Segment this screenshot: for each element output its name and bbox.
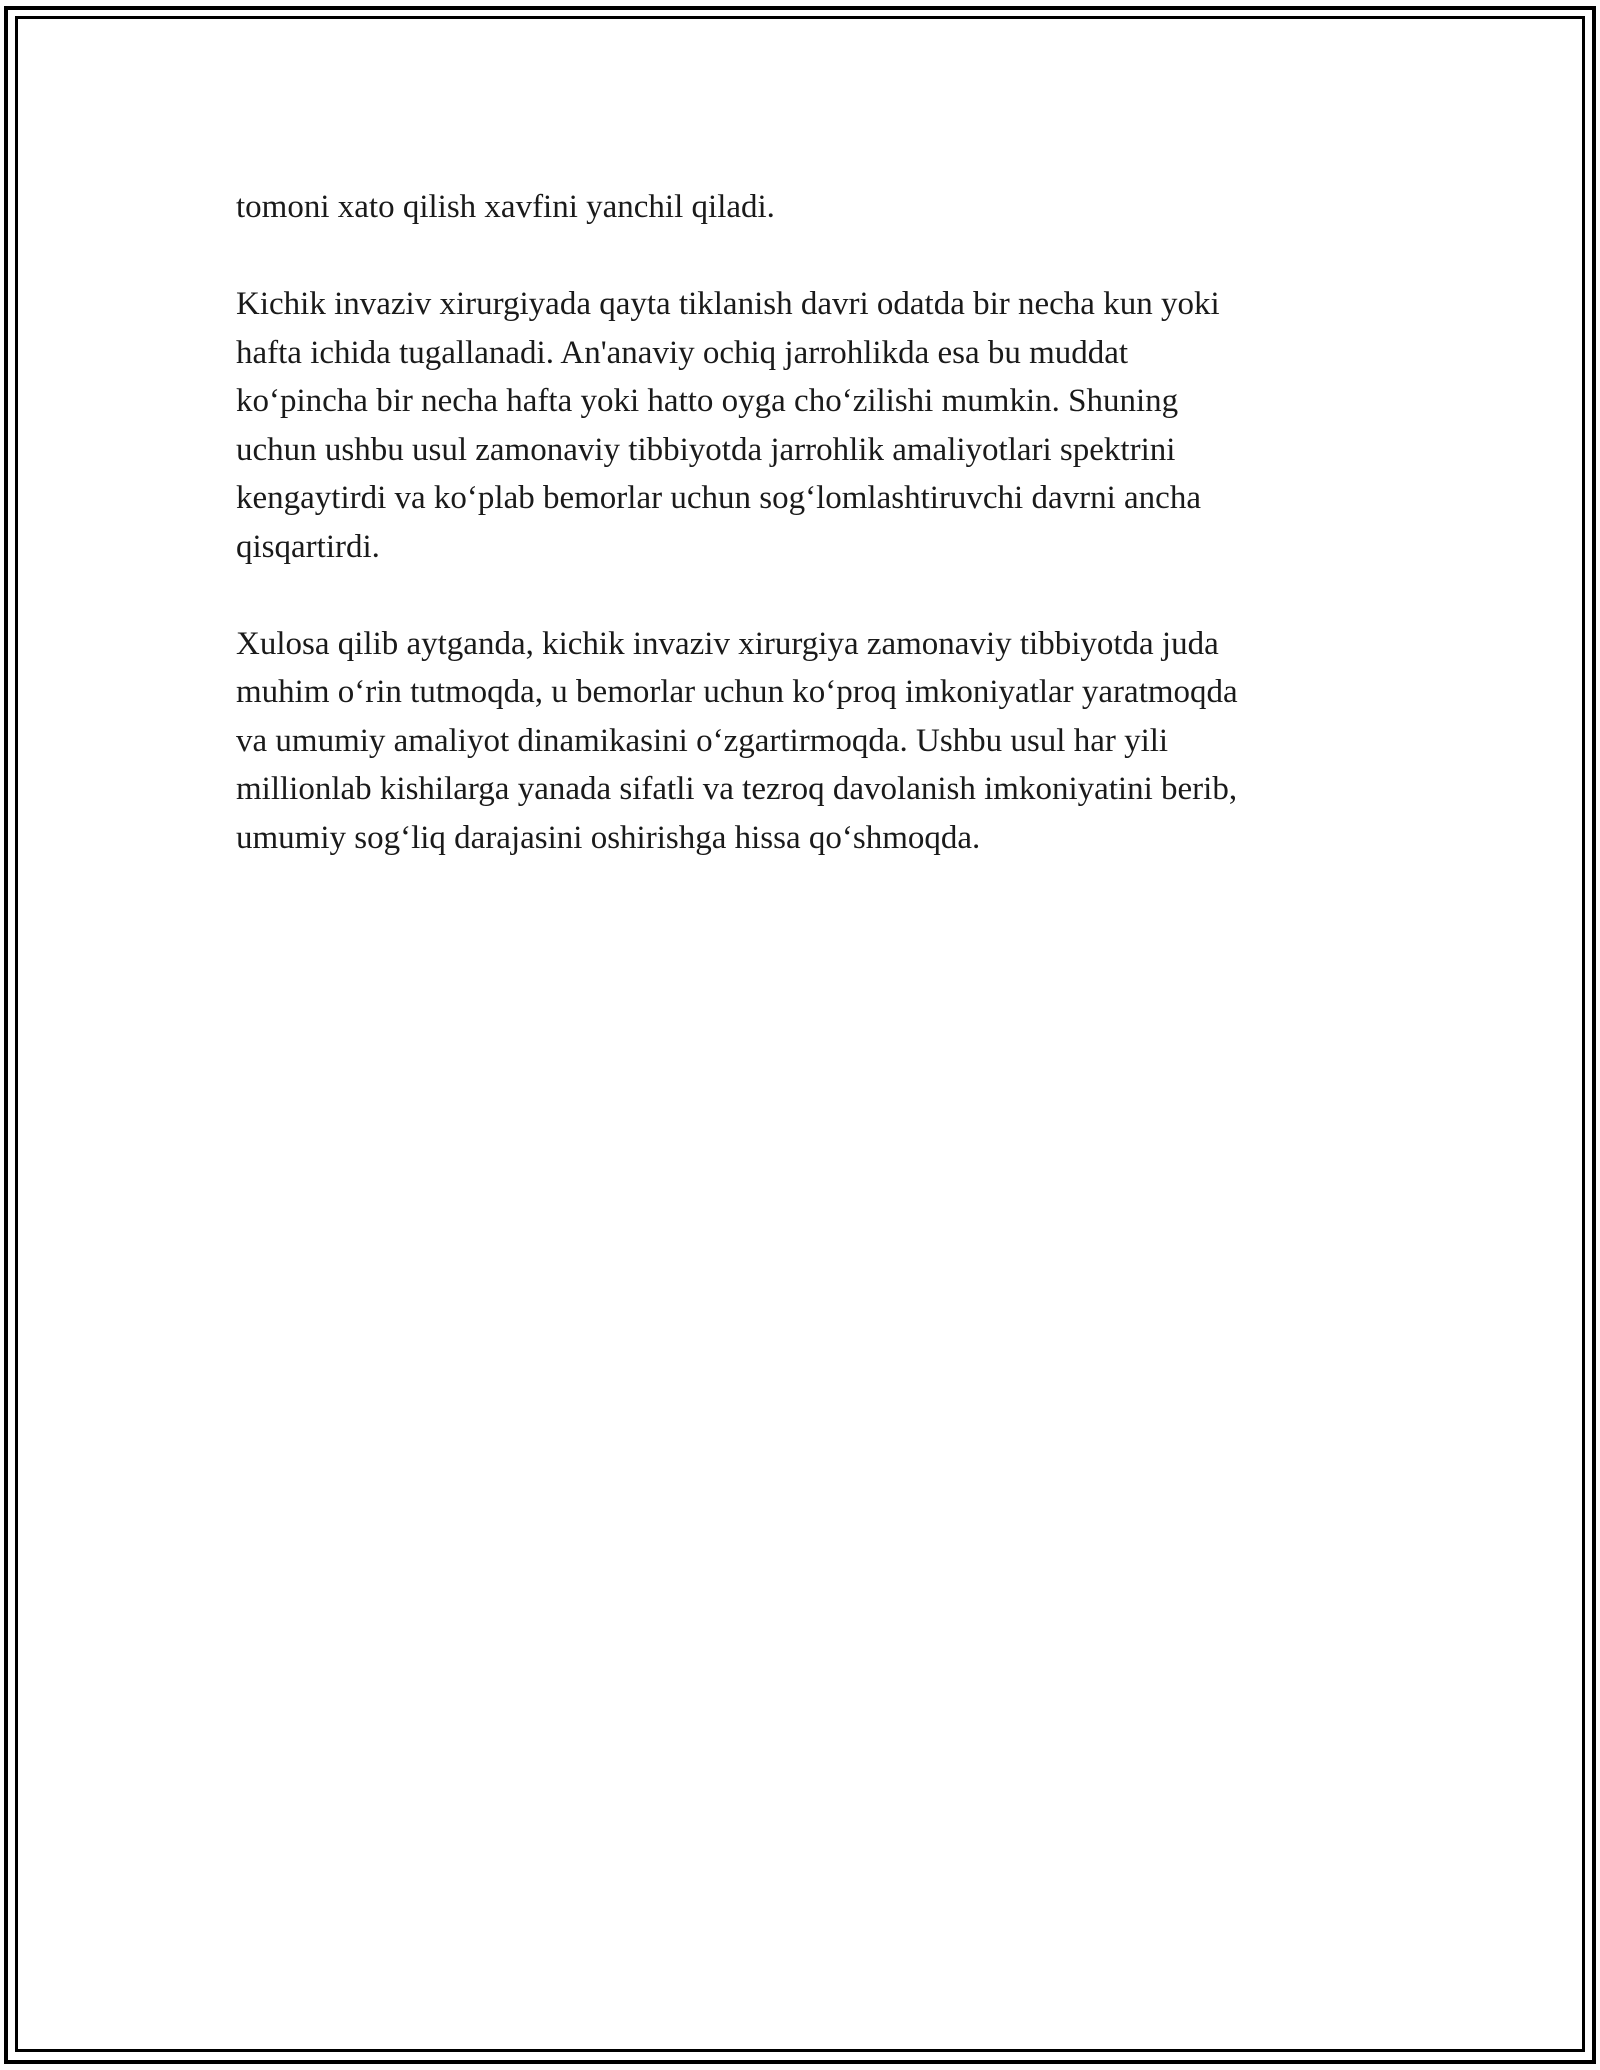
paragraph-conclusion	[236, 620, 1386, 863]
text-line: millionlab kishilarga yanada sifatli va tezroq davolanish imkoniyatini berib,	[236, 771, 1238, 807]
text-line: qisqartirdi.	[236, 528, 380, 565]
paragraph-recovery-period	[236, 280, 1386, 571]
text-line: Xulosa qilib aytganda, kichik invaziv xirurgiya zamonaviy tibbiyotda juda	[236, 625, 1219, 662]
text-line: uchun ushbu usul zamonaviy tibbiyotda jarrohlik amaliyotlari spektrini	[236, 431, 1176, 468]
text-line: hafta ichida tugallanadi. An'anaviy ochiq jarrohlikda esa bu muddat	[236, 334, 1129, 371]
paragraph-spacer	[236, 571, 1386, 620]
text-line: va umumiy amaliyot dinamikasini o‘zgartirmoqda. Ushbu usul har yili	[236, 722, 1169, 759]
document-body	[236, 183, 1386, 862]
text-line: muhim o‘rin tutmoqda, u bemorlar uchun ko‘proq imkoniyatlar yaratmoqda	[236, 674, 1238, 710]
text-line: umumiy sog‘liq darajasini oshirishga hissa qo‘shmoqda.	[236, 819, 981, 856]
paragraph-continuation	[236, 183, 1386, 232]
text-line: tomoni xato qilish xavfini yanchil qiladi.	[236, 189, 775, 225]
text-line: kengaytirdi va ko‘plab bemorlar uchun sog‘lomlashtiruvchi davrni ancha	[236, 480, 1201, 516]
paragraph-spacer	[236, 232, 1386, 281]
text-line: ko‘pincha bir necha hafta yoki hatto oyga cho‘zilishi mumkin. Shuning	[236, 383, 1179, 419]
text-line: Kichik invaziv xirurgiyada qayta tiklanish davri odatda bir necha kun yoki	[236, 286, 1220, 322]
